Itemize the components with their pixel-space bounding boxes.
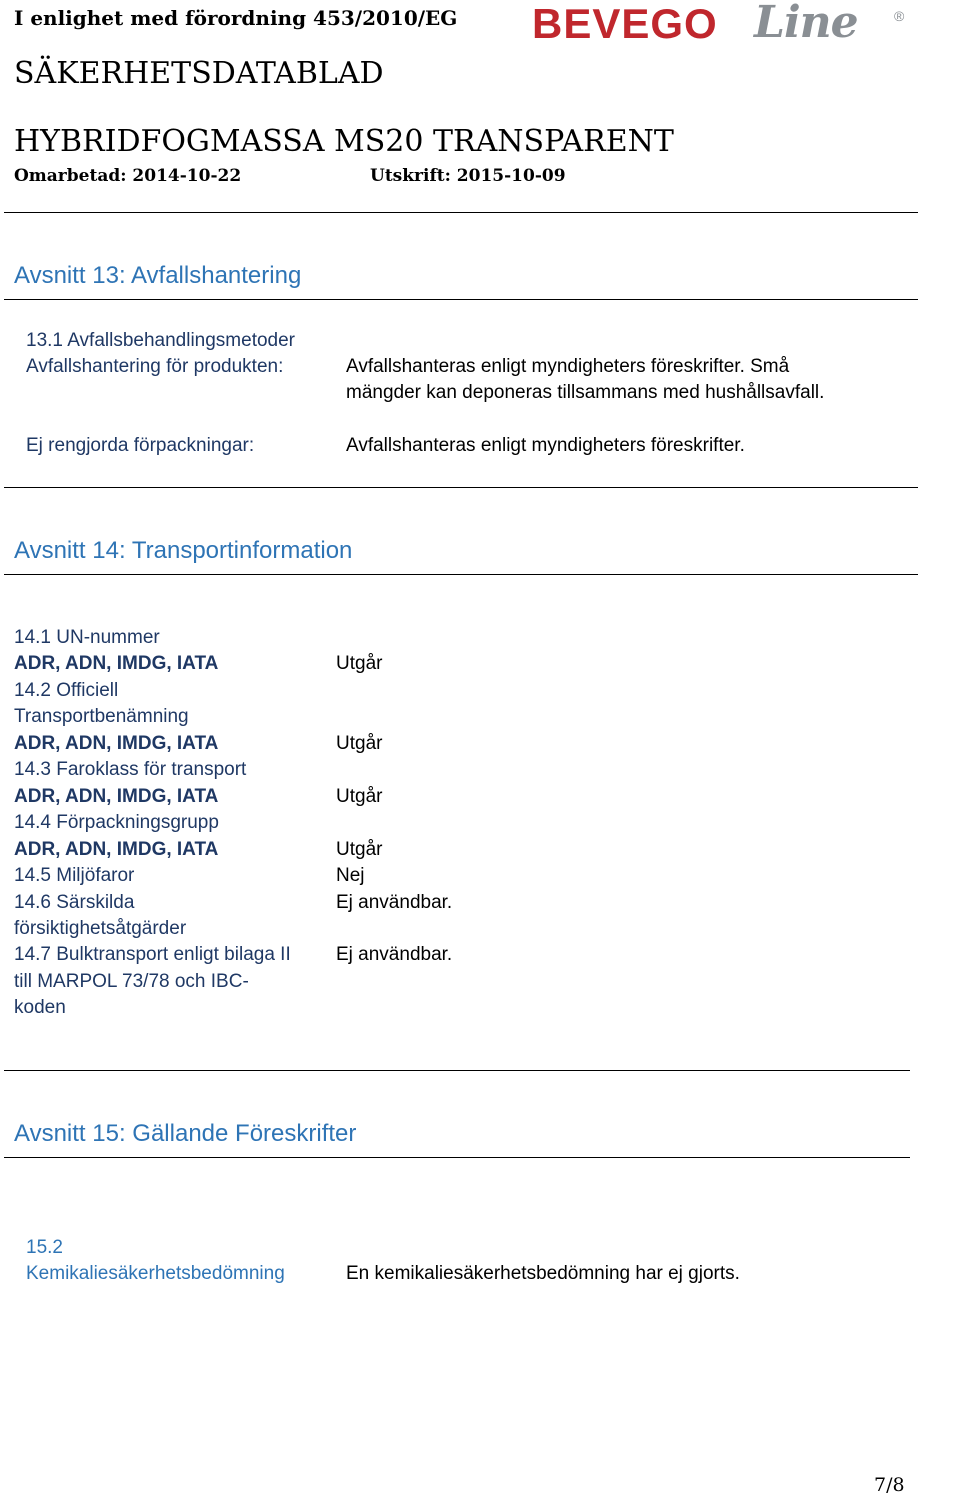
packing-group-modes: ADR, ADN, IMDG, IATA [14,839,219,860]
page-number: 7/8 [874,1474,905,1496]
un-number-modes: ADR, ADN, IMDG, IATA [14,653,219,674]
environmental-hazards-label: 14.5 Miljöfaror [14,865,135,886]
regulation-text: I enlighet med förordning 453/2010/EG [14,6,458,30]
product-name-title: HYBRIDFOGMASSA MS20 TRANSPARENT [14,124,674,159]
document-type-title: SÄKERHETSDATABLAD [14,56,384,91]
section15-label-line1: 15.2 [26,1237,63,1258]
section15-divider [4,1157,910,1158]
section13-end-divider [4,487,918,488]
chemical-safety-assessment-value: En kemikaliesäkerhetsbedömning har ej gjorts. [346,1263,740,1284]
header-divider [4,212,918,213]
hazard-class-label: 14.3 Faroklass för transport [14,759,247,780]
logo-trademark: ® [894,8,905,24]
section14-title: Avsnitt 14: Transportinformation [14,537,353,564]
waste-product-label: Avfallshantering för produkten: [26,356,284,377]
bulk-transport-label-line3: koden [14,997,66,1018]
special-precautions-value: Ej användbar. [336,892,453,913]
shipping-name-value: Utgår [336,733,383,754]
bevego-line-logo [532,0,932,48]
hazard-class-value: Utgår [336,786,383,807]
unclean-packaging-label: Ej rengjorda förpackningar: [26,435,255,456]
packing-group-label: 14.4 Förpackningsgrupp [14,812,219,833]
section13-title: Avsnitt 13: Avfallshantering [14,262,302,289]
revised-date: Omarbetad: 2014-10-22 [14,166,242,186]
un-number-value: Utgår [336,653,383,674]
bulk-transport-value: Ej användbar. [336,944,453,965]
un-number-label: 14.1 UN-nummer [14,627,160,648]
printed-date: Utskrift: 2015-10-09 [370,166,566,186]
bulk-transport-label-line1: 14.7 Bulktransport enligt bilaga II [14,944,291,965]
special-precautions-label-line2: försiktighetsåtgärder [14,918,187,939]
bulk-transport-label-line2: till MARPOL 73/78 och IBC- [14,971,249,992]
section14-end-divider [4,1070,910,1071]
special-precautions-label-line1: 14.6 Särskilda [14,892,135,913]
section15-label-line2: Kemikaliesäkerhetsbedömning [26,1263,285,1284]
logo-script: Line [754,0,858,48]
logo-brand: BEVEGO [532,0,718,47]
hazard-class-modes: ADR, ADN, IMDG, IATA [14,786,219,807]
waste-product-value-line1: Avfallshanteras enligt myndigheters föreskrifter. Små [346,356,790,377]
shipping-name-label-line2: Transportbenämning [14,706,189,727]
section13-divider [4,299,918,300]
shipping-name-label-line1: 14.2 Officiell [14,680,119,701]
shipping-name-modes: ADR, ADN, IMDG, IATA [14,733,219,754]
waste-product-value-line2: mängder kan deponeras tillsammans med hushållsavfall. [346,382,825,403]
packing-group-value: Utgår [336,839,383,860]
unclean-packaging-value: Avfallshanteras enligt myndigheters föreskrifter. [346,435,745,456]
section15-title: Avsnitt 15: Gällande Föreskrifter [14,1120,357,1147]
environmental-hazards-value: Nej [336,865,365,886]
section13-subheading: 13.1 Avfallsbehandlingsmetoder [26,330,296,351]
section14-divider [4,574,918,575]
